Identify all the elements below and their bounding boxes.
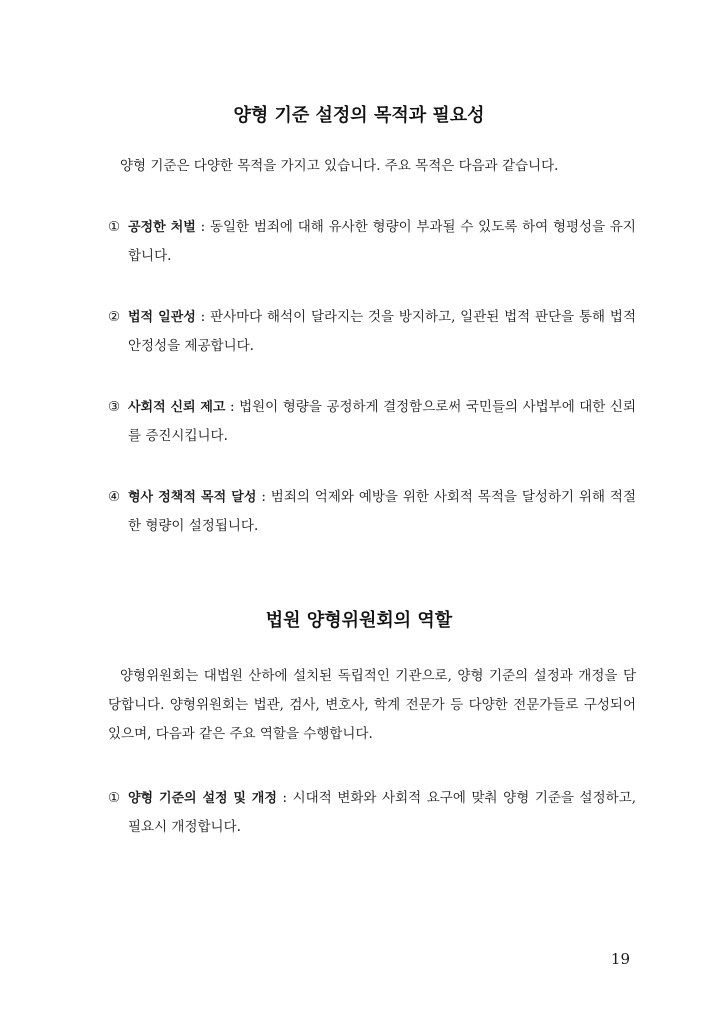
section-intro-committee: 양형위원회는 대법원 산하에 설치된 독립적인 기관으로, 양형 기준의 설정과 개정을 담당합니다. 양형위원회는 법관, 검사, 변호사, 학계 전문가 등 다양한 전문가들로 구성되어 있으며, 다음과 같은 주요 역할을 수행합니다. — [108, 668, 636, 742]
item-number: ① — [108, 790, 121, 806]
item-term: 공정한 처벌 — [128, 220, 196, 235]
item-term: 법적 일관성 — [128, 310, 196, 325]
list-item-legal-consistency — [108, 303, 636, 361]
section-intro-purpose: 양형 기준은 다양한 목적을 가지고 있습니다. 주요 목적은 다음과 같습니다. — [120, 158, 559, 174]
item-separator: : — [256, 489, 271, 505]
item-text: 시대적 변화와 사회적 요구에 맞춰 양형 기준을 설정하고, 필요시 개정합니다. — [128, 790, 636, 835]
item-number: ④ — [108, 489, 121, 505]
item-number: ② — [108, 309, 121, 325]
item-number: ① — [108, 219, 121, 235]
item-term: 사회적 신뢰 제고 — [128, 400, 226, 415]
item-term: 양형 기준의 설정 및 개정 — [128, 791, 277, 806]
item-separator: : — [225, 399, 240, 415]
item-separator: : — [276, 790, 293, 806]
item-text: 판사마다 해석이 달라지는 것을 방지하고, 일관된 법적 판단을 통해 법적 안정성을 제공합니다. — [128, 309, 636, 354]
item-text: 범죄의 억제와 예방을 위한 사회적 목적을 달성하기 위해 적절한 형량이 설정됩니다. — [128, 489, 636, 534]
section-title-purpose: 양형 기준 설정의 목적과 필요성 — [233, 105, 485, 126]
item-separator: : — [195, 219, 210, 235]
item-number: ③ — [108, 399, 121, 415]
page-number: 19 — [610, 950, 630, 968]
item-text: 동일한 범죄에 대해 유사한 형량이 부과될 수 있도록 하여 형평성을 유지합니다. — [128, 219, 636, 264]
list-item-criminal-policy — [108, 483, 636, 541]
list-item-social-trust — [108, 393, 636, 451]
list-item-set-revise — [108, 784, 636, 842]
section-title-committee-role: 법원 양형위원회의 역할 — [265, 610, 453, 631]
item-separator: : — [195, 309, 211, 325]
item-text: 법원이 형량을 공정하게 결정함으로써 국민들의 사법부에 대한 신뢰를 증진시킵니다. — [128, 399, 636, 444]
list-item-fair-punishment — [108, 213, 636, 271]
item-term: 형사 정책적 목적 달성 — [128, 490, 257, 505]
